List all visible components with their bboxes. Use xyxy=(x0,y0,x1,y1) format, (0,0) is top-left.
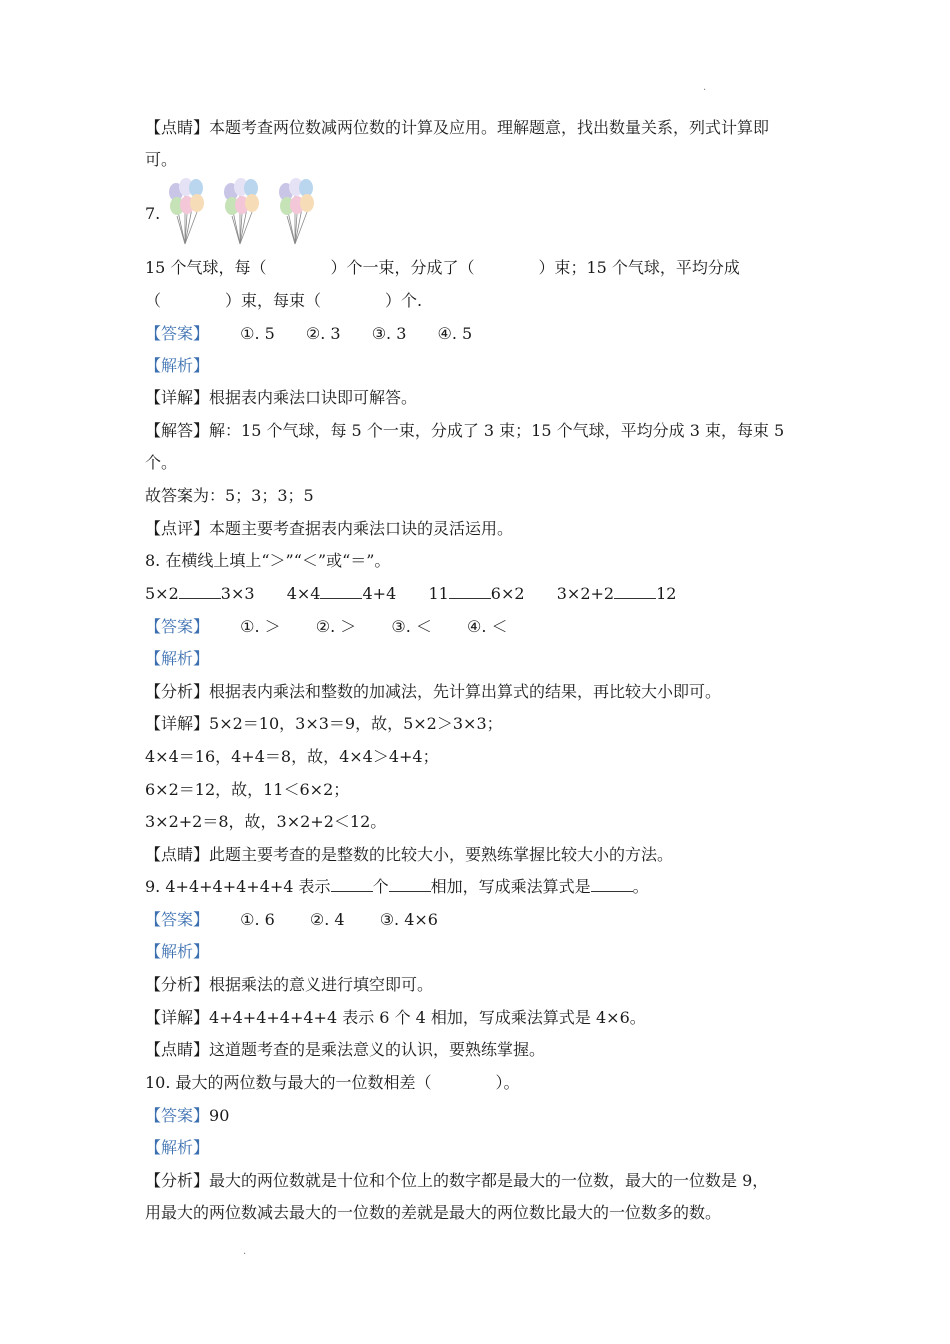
q8-analysis-tag: 【解析】 xyxy=(145,649,210,668)
q9-blank-2 xyxy=(389,877,431,892)
balloon-bunch-3 xyxy=(279,178,314,244)
answer-1: ①. ＞ xyxy=(240,617,281,636)
q8-fenxi-line xyxy=(145,682,721,702)
detail-tag: 【详解】 xyxy=(145,388,210,407)
dianjing-tag: 【点睛】 xyxy=(145,1040,210,1059)
speck: . xyxy=(703,82,707,93)
q9-dianjing-line xyxy=(145,1040,545,1060)
answer-tag: 【答案】 xyxy=(145,617,210,636)
q8-blank-1 xyxy=(179,584,221,599)
q8-answer-line xyxy=(145,617,508,637)
fenxi-text: 最大的两位数就是十位和个位上的数字都是最大的一位数，最大的一位数是 9， xyxy=(209,1171,769,1190)
q8-detail-line3: 6×2＝12，故，11＜6×2； xyxy=(145,780,350,799)
q8-detail-line1 xyxy=(145,714,503,734)
q7-analysis-tag: 【解析】 xyxy=(145,356,210,375)
q9-analysis-tag: 【解析】 xyxy=(145,942,210,961)
q8-item-3-right: 6×2 xyxy=(490,584,525,603)
answer-text: 90 xyxy=(209,1106,230,1125)
dianjing-text: 本题考查两位数减两位数的计算及应用。理解题意，找出数量关系，列式计算即 xyxy=(209,118,770,137)
detail-text: 根据表内乘法口诀即可解答。 xyxy=(209,388,418,407)
q7-comment-line xyxy=(145,519,513,539)
q8-blank-2 xyxy=(320,584,362,599)
q7-number: 7. xyxy=(145,204,161,223)
fenxi-tag: 【分析】 xyxy=(145,682,210,701)
q10-answer-line xyxy=(145,1106,229,1126)
answer-tag: 【答案】 xyxy=(145,1106,210,1125)
q6-dianjing-line2: 可。 xyxy=(145,150,178,169)
q9-title-part-b: 个 xyxy=(372,877,389,896)
q9-detail-line xyxy=(145,1008,646,1028)
answer-3: ③. ＜ xyxy=(391,617,432,636)
fenxi-text: 根据乘法的意义进行填空即可。 xyxy=(209,975,434,994)
fenxi-text: 根据表内乘法和整数的加减法，先计算出算式的结果，再比较大小即可。 xyxy=(209,682,722,701)
q7-detail-line xyxy=(145,388,417,408)
dianjing-tag: 【点睛】 xyxy=(145,845,210,864)
q9-blank-1 xyxy=(331,877,373,892)
answer-2: ②. 3 xyxy=(305,324,341,343)
detail-text: 5×2＝10，3×3＝9，故，5×2＞3×3； xyxy=(209,714,503,733)
fenxi-tag: 【分析】 xyxy=(145,975,210,994)
answer-3: ③. 4×6 xyxy=(379,910,438,929)
q7-solve-line1 xyxy=(145,421,784,441)
q8-dianjing-line xyxy=(145,845,673,865)
balloon-bunch-1 xyxy=(169,178,204,244)
q8-item-2-right: 4+4 xyxy=(362,584,397,603)
detail-tag: 【详解】 xyxy=(145,1008,210,1027)
solve-tag: 【解答】 xyxy=(145,421,210,440)
q10-analysis-tag: 【解析】 xyxy=(145,1138,210,1157)
q6-dianjing-line1 xyxy=(145,118,769,138)
answer-1: ①. 5 xyxy=(240,324,275,343)
comment-tag: 【点评】 xyxy=(145,519,210,538)
answer-4: ④. ＜ xyxy=(466,617,508,636)
q9-title xyxy=(145,877,649,897)
answer-2: ②. ＞ xyxy=(315,617,357,636)
q9-title-part-c: 相加，写成乘法算式是 xyxy=(430,877,591,896)
q8-item-4-right: 12 xyxy=(656,584,677,603)
answer-3: ③. 3 xyxy=(371,324,407,343)
q8-blank-4 xyxy=(614,584,656,599)
q8-blank-3 xyxy=(449,584,491,599)
q8-title: 8. 在横线上填上“＞”“＜”或“＝”。 xyxy=(145,551,391,570)
q7-final-answer: 故答案为：5；3；3；5 xyxy=(145,486,314,505)
q8-expressions xyxy=(145,584,676,604)
fenxi-tag: 【分析】 xyxy=(145,1171,210,1190)
q9-fenxi-line xyxy=(145,975,433,995)
answer-4: ④. 5 xyxy=(437,324,473,343)
q8-item-4-left: 3×2+2 xyxy=(556,584,615,603)
q10-title: 10. 最大的两位数与最大的一位数相差（ ）。 xyxy=(145,1073,520,1092)
q7-solve-line2: 个。 xyxy=(145,453,178,472)
q8-item-1-left: 5×2 xyxy=(145,584,179,603)
q8-item-1-right: 3×3 xyxy=(220,584,255,603)
dianjing-text: 这道题考查的是乘法意义的认识，要熟练掌握。 xyxy=(209,1040,546,1059)
q8-item-2-left: 4×4 xyxy=(286,584,321,603)
q7-question-line2: （ ）束，每束（ ）个. xyxy=(145,291,423,310)
speck: . xyxy=(243,1246,247,1257)
q7-question-line1: 15 个气球，每（ ）个一束，分成了（ ）束；15 个气球，平均分成 xyxy=(145,258,740,277)
answer-tag: 【答案】 xyxy=(145,324,210,343)
q9-answer-line xyxy=(145,910,438,930)
q7-answer-line xyxy=(145,324,472,344)
balloon-bunch-2 xyxy=(224,178,259,244)
balloons-image xyxy=(168,178,333,246)
answer-tag: 【答案】 xyxy=(145,910,210,929)
q10-fenxi-line1 xyxy=(145,1171,768,1191)
solve-text: 解：15 个气球，每 5 个一束，分成了 3 束；15 个气球，平均分成 3 束，每束 5 xyxy=(209,421,785,440)
q9-blank-3 xyxy=(591,877,633,892)
q8-detail-line4: 3×2+2＝8，故，3×2+2＜12。 xyxy=(145,812,387,831)
detail-tag: 【详解】 xyxy=(145,714,210,733)
dianjing-tag: 【点睛】 xyxy=(145,118,210,137)
q9-title-part-a: 9. 4+4+4+4+4+4 表示 xyxy=(145,877,331,896)
answer-2: ②. 4 xyxy=(309,910,345,929)
comment-text: 本题主要考查据表内乘法口诀的灵活运用。 xyxy=(209,519,514,538)
q8-item-3-left: 11 xyxy=(428,584,449,603)
q8-detail-line2: 4×4＝16，4+4＝8，故，4×4＞4+4； xyxy=(145,747,439,766)
q9-title-part-d: 。 xyxy=(632,877,649,896)
answer-1: ①. 6 xyxy=(240,910,275,929)
dianjing-text: 此题主要考查的是整数的比较大小，要熟练掌握比较大小的方法。 xyxy=(209,845,674,864)
q10-fenxi-line2: 用最大的两位数减去最大的一位数的差就是最大的两位数比最大的一位数多的数。 xyxy=(145,1203,722,1222)
detail-text: 4+4+4+4+4+4 表示 6 个 4 相加，写成乘法算式是 4×6。 xyxy=(209,1008,646,1027)
